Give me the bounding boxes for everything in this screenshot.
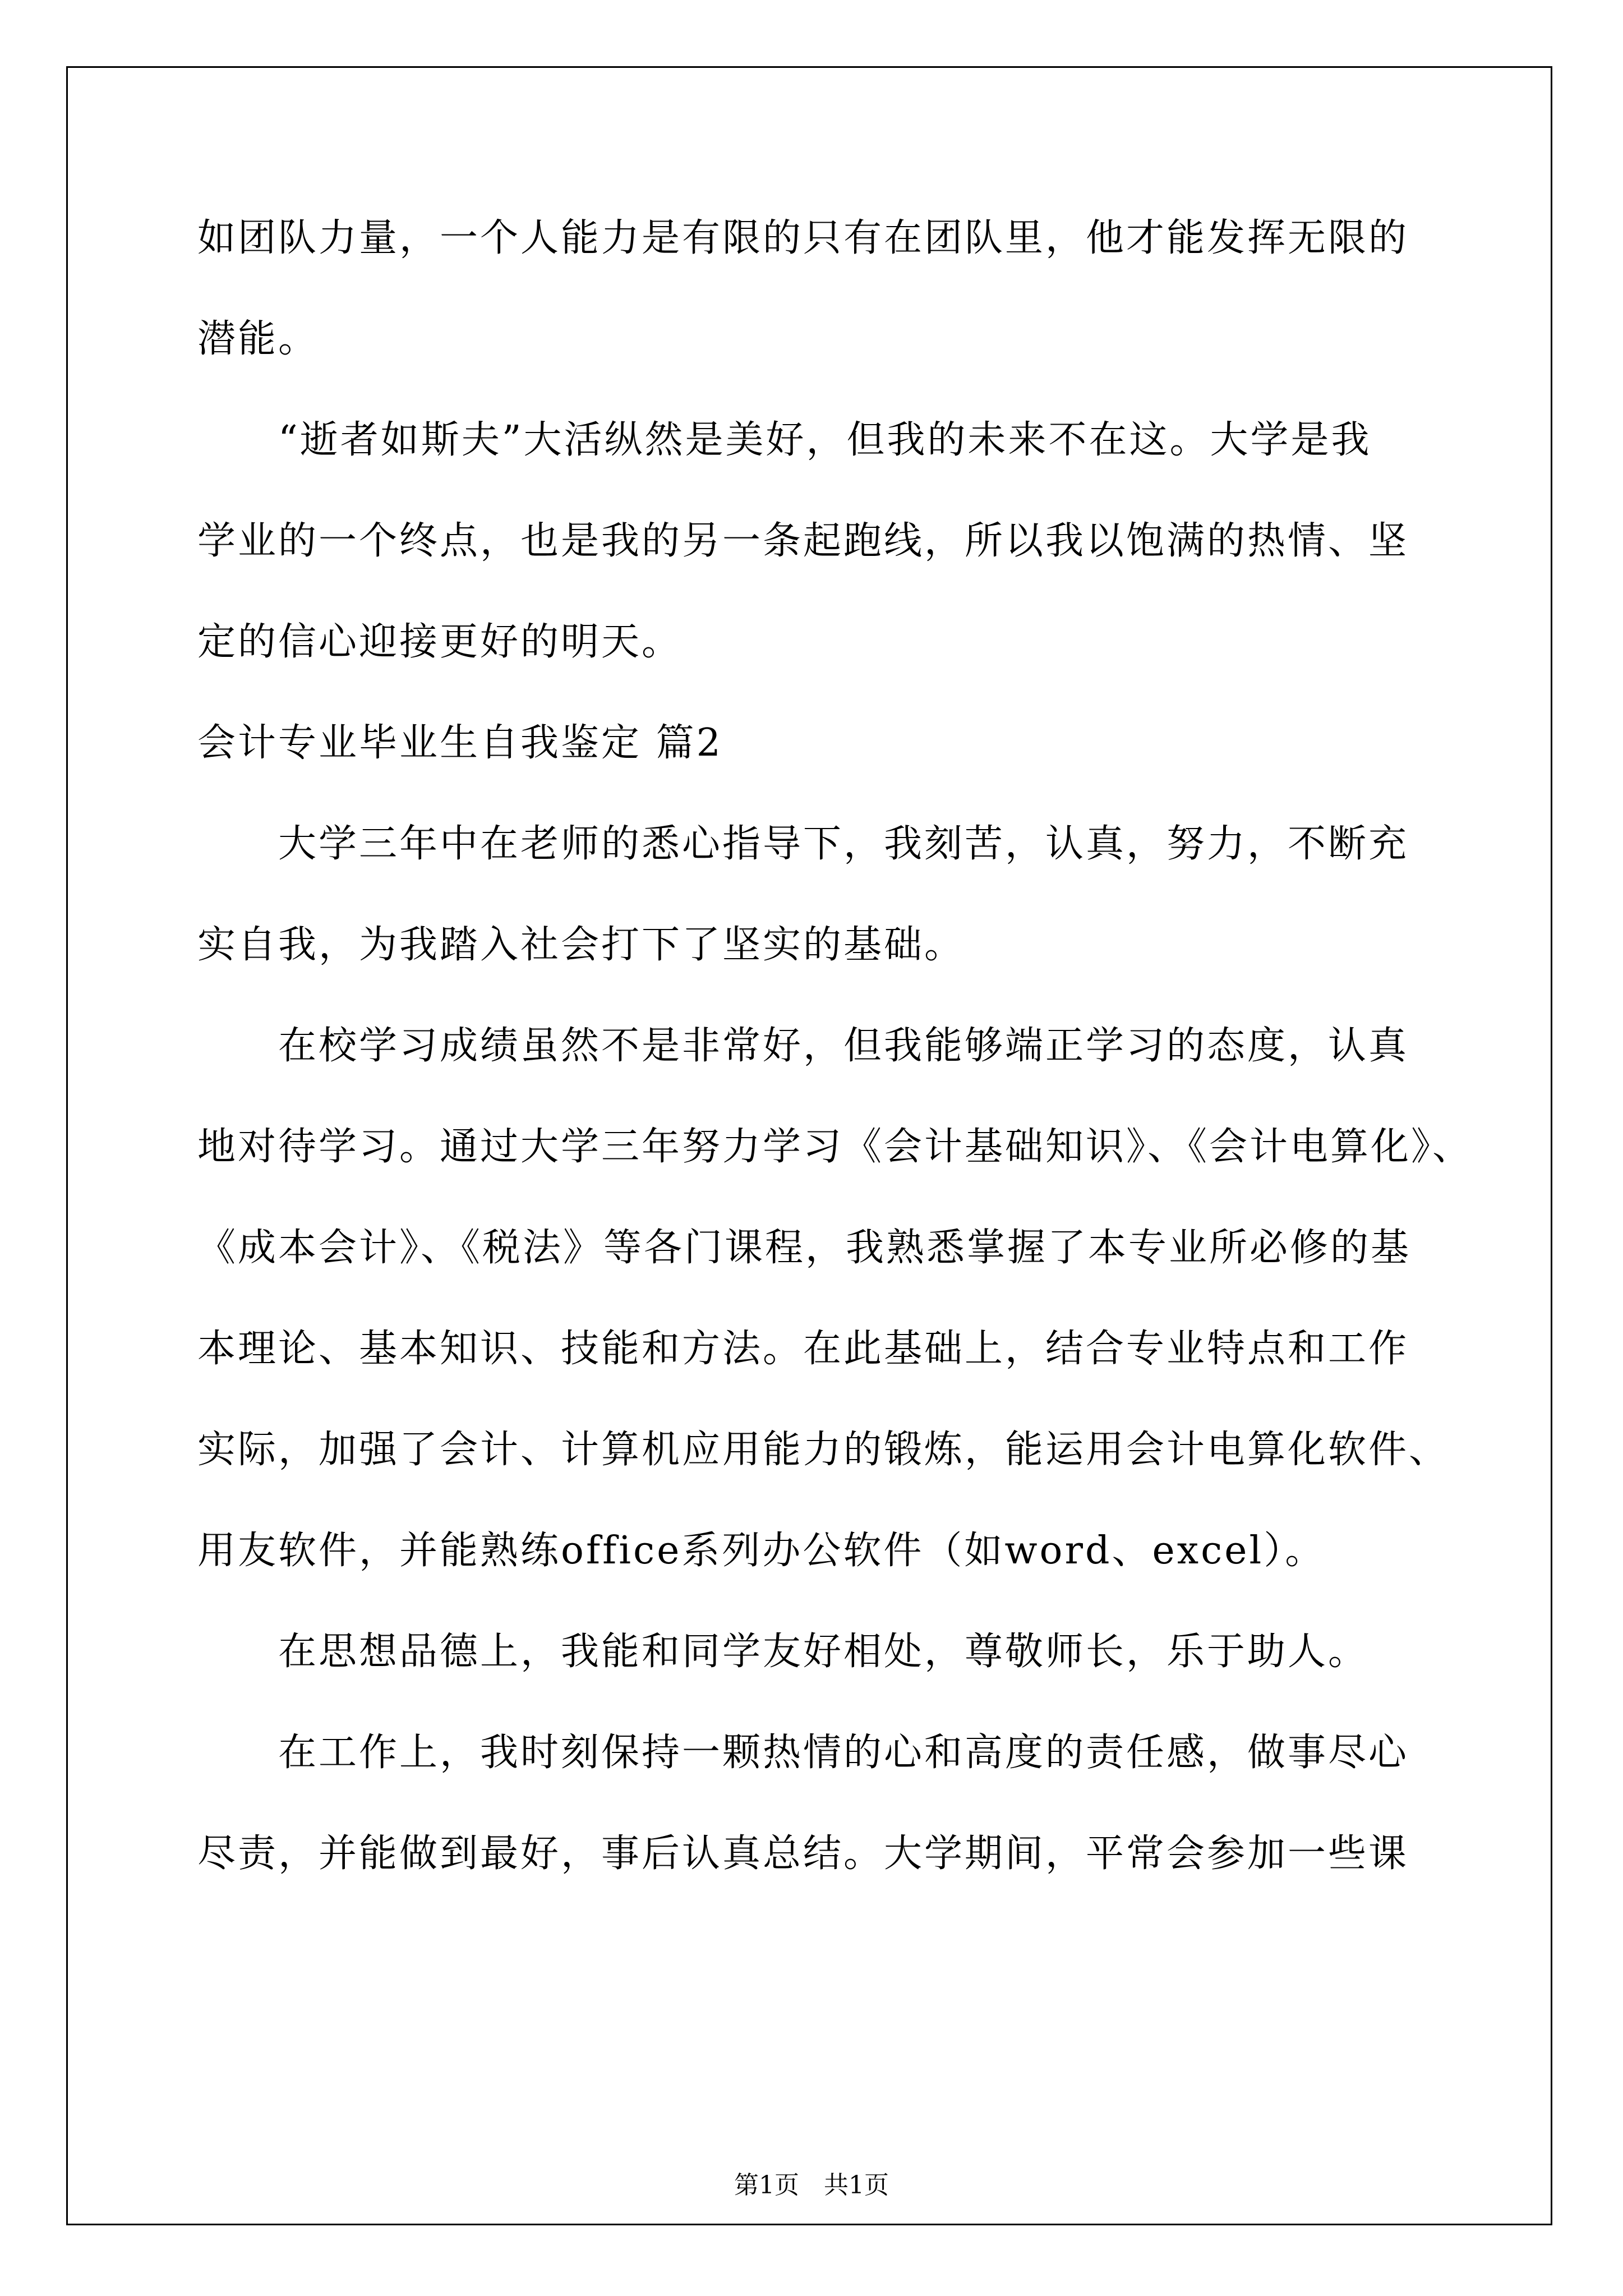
section-heading: 会计专业毕业生自我鉴定 篇2 — [197, 721, 723, 765]
text-line: 在校学习成绩虽然不是非常好，但我能够端正学习的态度，认真 — [197, 1024, 1409, 1068]
text-line: 地对待学习。通过大学三年努力学习《会计基础知识》、《会计电算化》、 — [197, 1125, 1473, 1169]
text-line: 在思想品德上，我能和同学友好相处，尊敬师长，乐于助人。 — [197, 1630, 1369, 1674]
text-line: 尽责，并能做到最好，事后认真总结。大学期间，平常会参加一些课 — [197, 1832, 1409, 1876]
text-line: 用友软件，并能熟练office系列办公软件（如word、excel）。 — [197, 1529, 1326, 1573]
page-number-footer: 第1页 共1页 — [734, 2171, 889, 2200]
text-line: 实际，加强了会计、计算机应用能力的锻炼，能运用会计电算化软件、 — [197, 1428, 1450, 1472]
text-line: 实自我，为我踏入社会打下了坚实的基础。 — [197, 923, 965, 967]
text-line: 《成本会计》、《税法》等各门课程，我熟悉掌握了本专业所必修的基 — [197, 1226, 1412, 1270]
text-line: 定的信心迎接更好的明天。 — [197, 620, 683, 664]
text-line: 潜能。 — [197, 317, 319, 361]
text-line: “逝者如斯夫”大活纵然是美好，但我的未来不在这。大学是我 — [197, 418, 1372, 462]
text-line: 学业的一个终点，也是我的另一条起跑线，所以我以饱满的热情、坚 — [197, 519, 1409, 563]
text-line: 如团队力量，一个人能力是有限的只有在团队里，他才能发挥无限的 — [197, 216, 1409, 260]
text-line: 本理论、基本知识、技能和方法。在此基础上，结合专业特点和工作 — [197, 1327, 1409, 1371]
text-line: 在工作上，我时刻保持一颗热情的心和高度的责任感，做事尽心 — [197, 1731, 1409, 1775]
text-line: 大学三年中在老师的悉心指导下，我刻苦，认真，努力，不断充 — [197, 822, 1409, 866]
